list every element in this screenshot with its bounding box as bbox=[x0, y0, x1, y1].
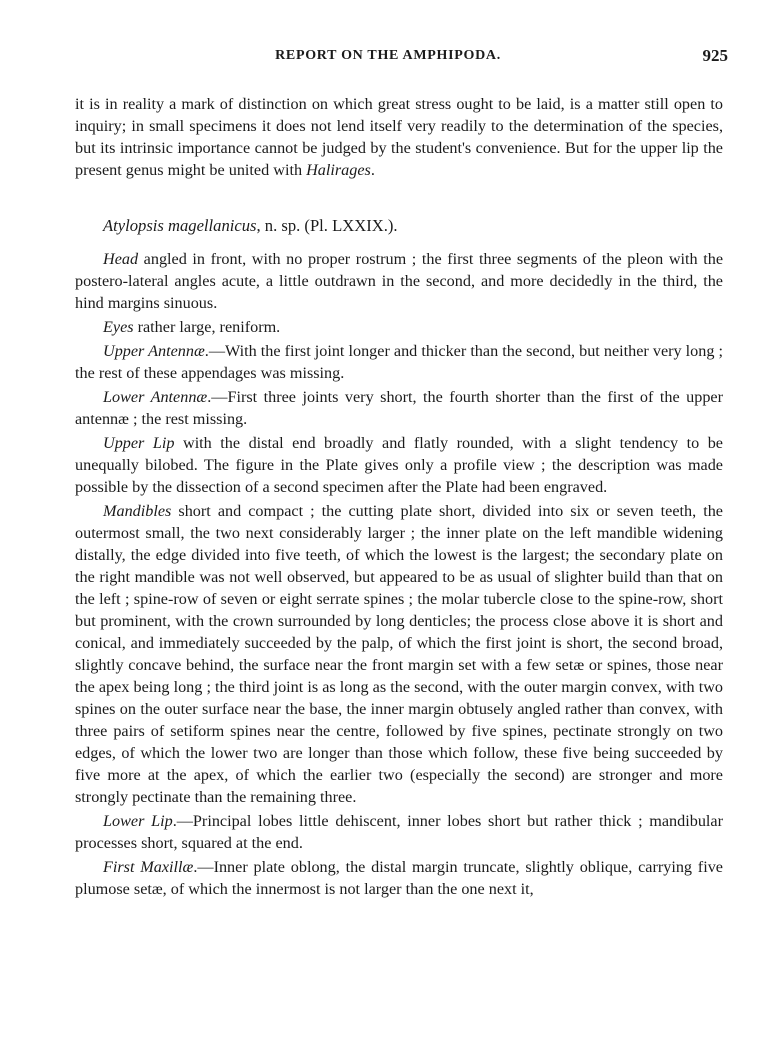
paragraph-upper-antennae: Upper Antennæ.—With the first joint longer and thicker than the second, but neither very long ; the rest of these appendages was missing. bbox=[75, 342, 724, 382]
paragraph-first-maxillae: First Maxillæ.—Inner plate oblong, the distal margin truncate, slightly oblique, carrying five plumose setæ, of which the innermost is not larger than the one next it, bbox=[75, 858, 723, 898]
paragraph-lower-lip: Lower Lip.—Principal lobes little dehiscent, inner lobes short but rather thick ; mandibular processes short, squared at the end. bbox=[75, 812, 723, 852]
page-header bbox=[0, 48, 776, 72]
paragraph-mandibles: Mandibles short and compact ; the cutting plate short, divided into six or seven teeth, the outermost small, the two next considerably larger ; the inner plate on the left mandible widening distally, the edge divided into five teeth, of which the lowest is the largest; the secondary plate on the right mandible was not well observed, but appeared to be as usual of slighter build than that on the left ; spine-row of seven or eight serrate spines ; the molar tubercle close to the spine-row, short but prominent, with the crown surrounded by long denticles; the process close above it is short and conical, and immediately succeeded by the palp, of which the first joint is short, the second broad, slightly concave behind, the surface near the front margin set with a few setæ or spines, those near the apex being long ; the third joint is as long as the second, with the outer margin convex, with two spines on the outer surface near the base, the inner margin obtusely angled rather than convex, with three pairs of setiform spines near the centre, followed by five spines, pectinate strongly on two edges, of which the lower two are longer than those which follow, these five being succeeded by five more at the apex, of which the earlier two (especially the second) are stronger and more strongly pectinate than the remaining three. bbox=[75, 502, 723, 806]
running-title: REPORT ON THE AMPHIPODA. bbox=[275, 48, 501, 63]
paragraph-head: Head angled in front, with no proper rostrum ; the first three segments of the pleon with the postero-lateral angles acute, a little outdrawn in the second, and more decidedly in the third, the hind margins sinuous. bbox=[75, 250, 723, 312]
paragraph-upper-lip: Upper Lip with the distal end broadly and flatly rounded, with a slight tendency to be unequally bilobed. The figure in the Plate gives only a profile view ; the description was made possible by the dissection of a second specimen after the Plate had been engraved. bbox=[75, 434, 723, 496]
body-text bbox=[75, 93, 723, 900]
paragraph-eyes: Eyes rather large, reniform. bbox=[103, 318, 281, 336]
species-heading: Atylopsis magellanicus, n. sp. (Pl. LXXIX.). bbox=[103, 216, 398, 235]
paragraph-continuation: it is in reality a mark of distinction on which great stress ought to be laid, is a matter still open to inquiry; in small specimens it does not lend itself very readily to the determination of the species, but its intrinsic importance cannot be judged by the student's convenience. But for the upper lip the present genus might be united with Halirages. bbox=[75, 95, 723, 179]
paragraph-lower-antennae: Lower Antennæ.—First three joints very short, the fourth shorter than the first of the upper antennæ ; the rest missing. bbox=[75, 388, 724, 428]
page-number: 925 bbox=[702, 46, 728, 65]
